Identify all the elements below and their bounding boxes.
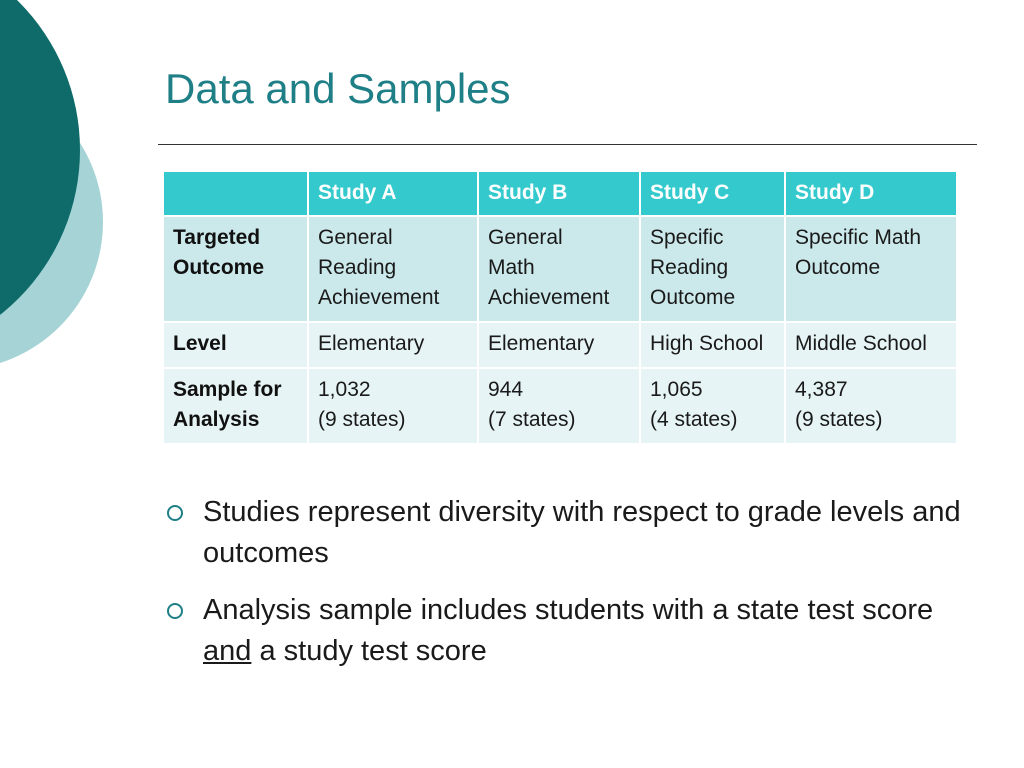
header-cell-study-b: Study B: [478, 171, 640, 216]
table-row: [163, 322, 957, 368]
table-header-row: [163, 171, 957, 216]
table-cell: Specific Math Outcome: [785, 216, 957, 322]
table-cell: General Reading Achievement: [308, 216, 478, 322]
table-cell: 1,065 (4 states): [640, 368, 785, 444]
table-cell: Elementary: [308, 322, 478, 368]
bullet-text: Studies represent diversity with respect to grade levels and outcomes: [203, 496, 961, 569]
bullet-list: [165, 492, 985, 688]
table-row: [163, 216, 957, 322]
row-label-level: Level: [163, 322, 308, 368]
row-label-targeted-outcome: Targeted Outcome: [163, 216, 308, 322]
bullet-item: [165, 590, 985, 672]
table-cell: Middle School: [785, 322, 957, 368]
header-cell-study-d: Study D: [785, 171, 957, 216]
title-divider: [158, 144, 977, 145]
table-cell: Elementary: [478, 322, 640, 368]
hollow-circle-bullet-icon: [167, 603, 183, 619]
table-cell: Specific Reading Outcome: [640, 216, 785, 322]
table-cell: 4,387 (9 states): [785, 368, 957, 444]
slide-title: Data and Samples: [165, 65, 511, 112]
bullet-text-part: a study test score: [251, 635, 487, 667]
bullet-item: [165, 492, 985, 574]
header-cell-study-c: Study C: [640, 171, 785, 216]
bullet-text-part: Analysis sample includes students with a state test score: [203, 594, 934, 626]
studies-table: [162, 170, 958, 445]
bullet-text-emphasis: and: [203, 635, 252, 667]
table-cell: 944 (7 states): [478, 368, 640, 444]
table-cell: General Math Achievement: [478, 216, 640, 322]
table-row: [163, 368, 957, 444]
decorative-circles: [0, 0, 110, 380]
row-label-sample-for-analysis: Sample for Analysis: [163, 368, 308, 444]
table-cell: 1,032 (9 states): [308, 368, 478, 444]
header-cell-empty: [163, 171, 308, 216]
hollow-circle-bullet-icon: [167, 505, 183, 521]
table-cell: High School: [640, 322, 785, 368]
header-cell-study-a: Study A: [308, 171, 478, 216]
